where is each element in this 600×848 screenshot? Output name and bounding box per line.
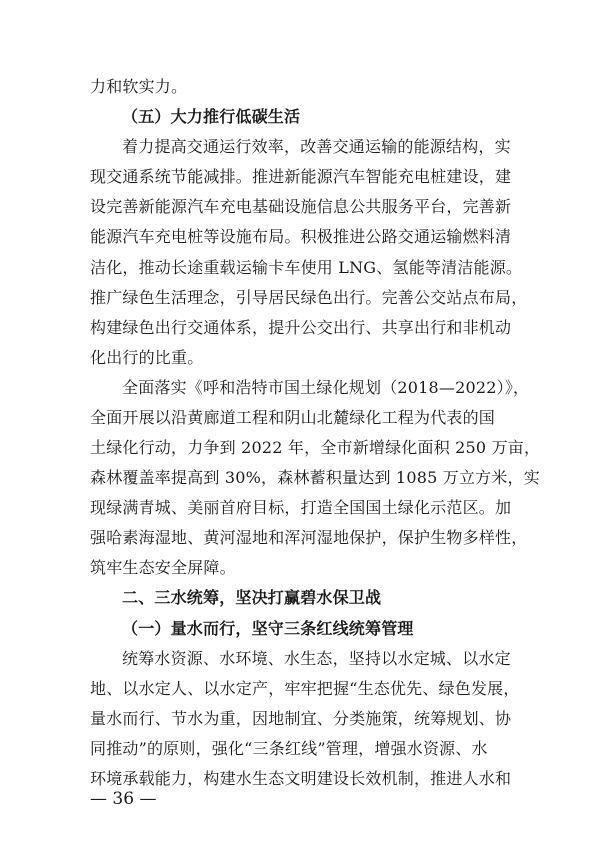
paragraph-line: 全面落实《呼和浩特市国土绿化规划（2018—2022）》， <box>122 377 530 397</box>
page-number: — 36 — <box>90 789 157 809</box>
paragraph-line: 环境承载能力，构建水生态文明建设长效机制，推进人水和 <box>90 769 512 788</box>
section-heading-5: （五）大力推行低碳生活 <box>122 107 301 127</box>
paragraph-line: 力和软实力。 <box>90 77 188 96</box>
paragraph-line: 推广绿色生活理念，引导居民绿色出行。完善公交站点布局， <box>90 287 528 307</box>
paragraph-line: 化出行的比重。 <box>90 347 204 367</box>
paragraph-line: 同推动”的原则，强化“三条红线”管理，增强水资源、水 <box>90 738 488 758</box>
paragraph-line: 洁化，推动长途重载运输卡车使用 LNG、氢能等清洁能源。 <box>90 257 523 277</box>
paragraph-line: 森林覆盖率提高到 30%，森林蓄积量达到 1085 万立方米，实 <box>90 468 540 488</box>
paragraph-line: 构建绿色出行交通体系，提升公交出行、共享出行和非机动 <box>90 317 512 337</box>
paragraph-line: 统筹水资源、水环境、水生态，坚持以水定城、以水定 <box>122 648 511 668</box>
paragraph-line: 土绿化行动，力争到 2022 年，全市新增绿化面积 250 万亩， <box>90 438 541 458</box>
paragraph-line: 着力提高交通运行效率，改善交通运输的能源结构，实 <box>122 137 511 157</box>
paragraph-line: 强哈素海湿地、黄河湿地和浑河湿地保护，保护生物多样性， <box>90 528 528 548</box>
paragraph-line: 现绿满青城、美丽首府目标，打造全国国土绿化示范区。加 <box>90 498 512 518</box>
section-heading-1: （一）量水而行，坚守三条红线统筹管理 <box>122 618 414 638</box>
paragraph-line: 能源汽车充电桩等设施布局。积极推进公路交通运输燃料清 <box>90 227 512 247</box>
paragraph-line: 设完善新能源汽车充电基础设施信息公共服务平台，完善新 <box>90 197 512 217</box>
paragraph-line: 量水而行、节水为重，因地制宜、分类施策，统筹规划、协 <box>90 708 512 728</box>
paragraph-line: 全面开展以沿黄廊道工程和阴山北麓绿化工程为代表的国 <box>90 407 496 427</box>
paragraph-line: 筑牢生态安全屏障。 <box>90 558 236 578</box>
chapter-heading-2: 二、三水统筹，坚决打赢碧水保卫战 <box>122 588 382 608</box>
paragraph-line: 地、以水定人、以水定产，牢牢把握“生态优先、绿色发展， <box>90 678 520 698</box>
paragraph-line: 现交通系统节能减排。推进新能源汽车智能充电桩建设，建 <box>90 167 512 187</box>
